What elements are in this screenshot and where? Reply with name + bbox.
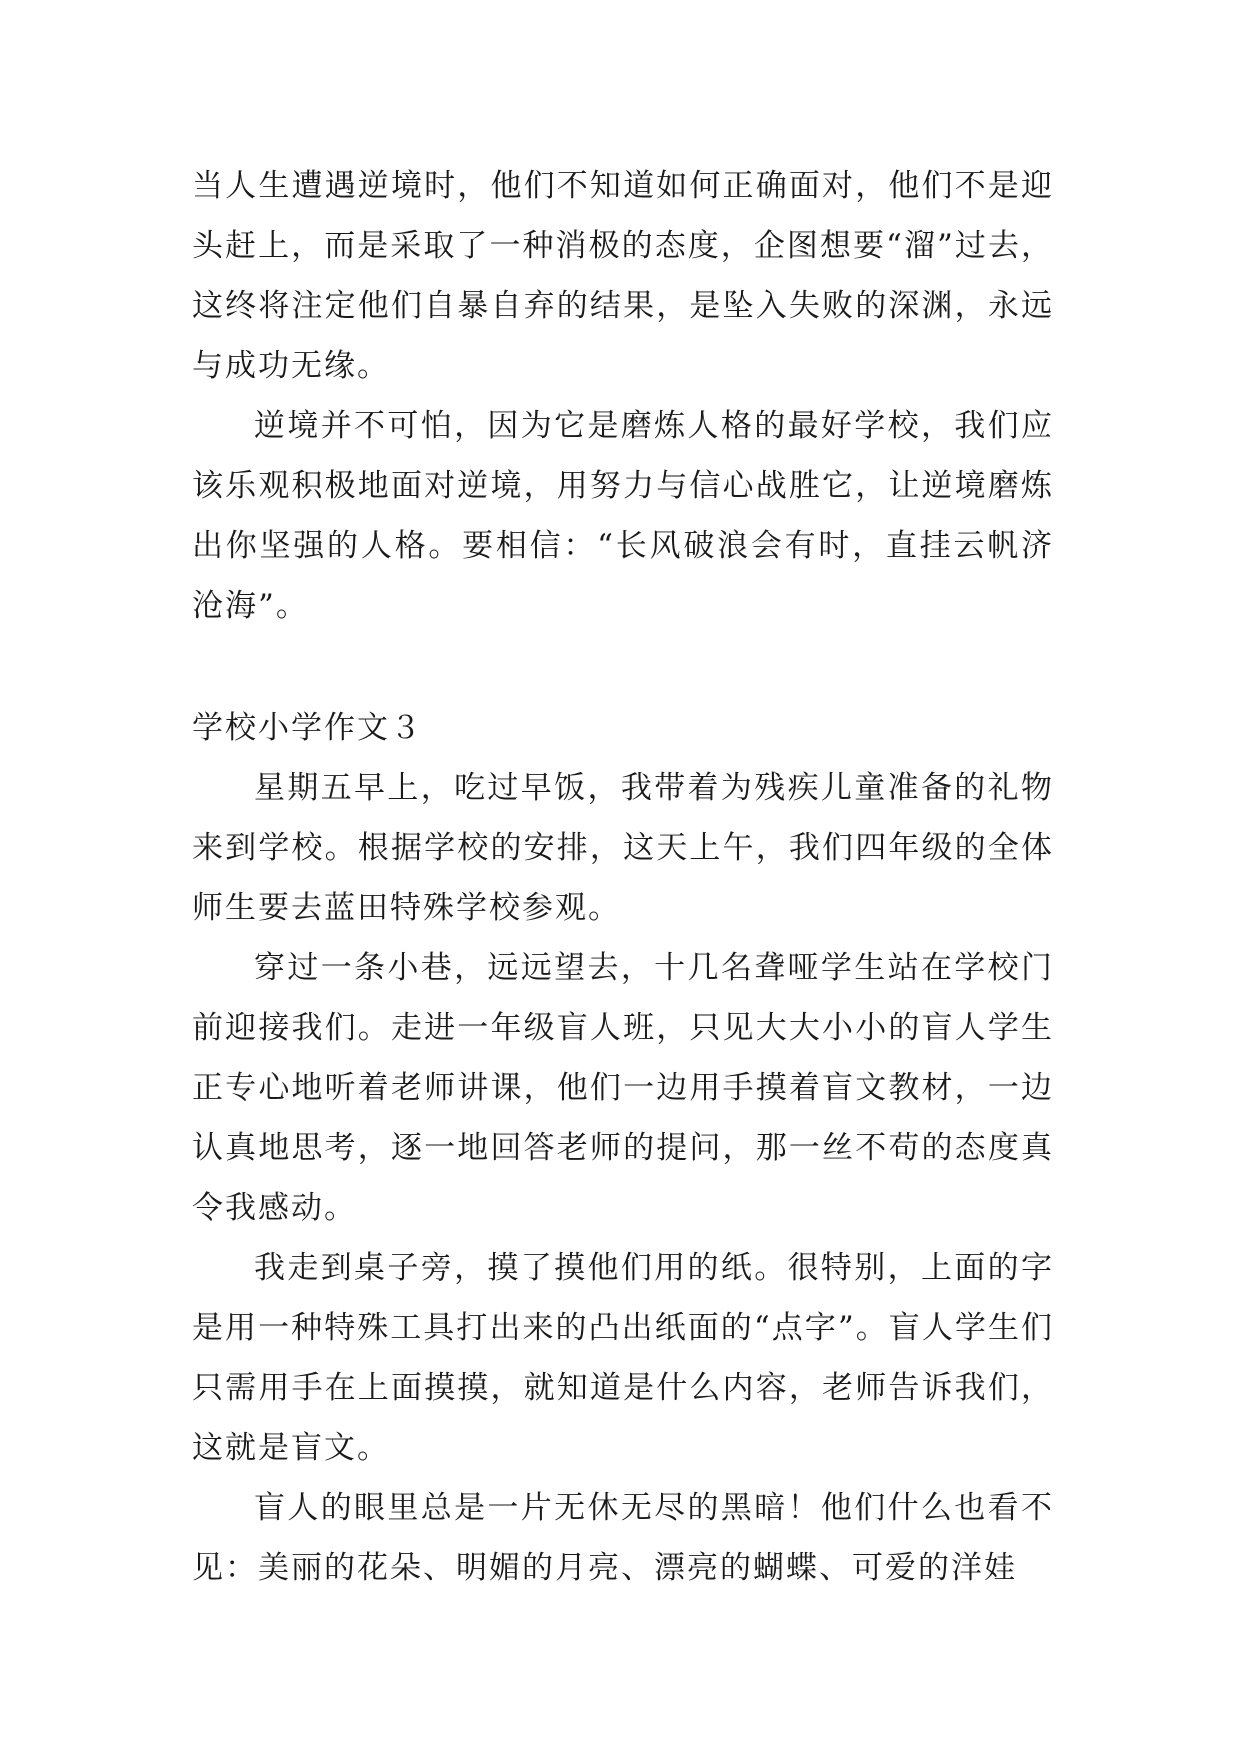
paragraph-blind-class: 穿过一条小巷，远远望去，十几名聋哑学生站在学校门前迎接我们。走进一年级盲人班，只见大大小小的盲人学生正专心地听着老师讲课，他们一边用手摸着盲文教材，一边认真地思考，逐一地回答老师的提问，那一丝不苟的态度真令我感动。 <box>192 950 1054 1226</box>
paragraph-adversity-1: 当人生遭遇逆境时，他们不知道如何正确面对，他们不是迎头赶上，而是采取了一种消极的态度，企图想要“溜”过去，这终将注定他们自暴自弃的结果，是坠入失败的深渊，永远与成功无缘。 <box>192 168 1054 384</box>
paragraph-visit-intro: 星期五早上，吃过早饭，我带着为残疾儿童准备的礼物来到学校。根据学校的安排，这天上午，我们四年级的全体师生要去蓝田特殊学校参观。 <box>192 770 1054 926</box>
paragraph-braille: 我走到桌子旁，摸了摸他们用的纸。很特别，上面的字是用一种特殊工具打出来的凸出纸面的“点字”。盲人学生们只需用手在上面摸摸，就知道是什么内容，老师告诉我们，这就是盲文。 <box>192 1250 1054 1466</box>
section-title: 学校小学作文３ <box>192 710 423 746</box>
document-body <box>192 156 1054 1598</box>
paragraph-darkness: 盲人的眼里总是一片无休无尽的黑暗！他们什么也看不见：美丽的花朵、明媚的月亮、漂亮的蝴蝶、可爱的洋娃 <box>192 1490 1054 1586</box>
paragraph-adversity-2: 逆境并不可怕，因为它是磨炼人格的最好学校，我们应该乐观积极地面对逆境，用努力与信心战胜它，让逆境磨炼出你坚强的人格。要相信：“长风破浪会有时，直挂云帆济沧海”。 <box>192 408 1054 624</box>
